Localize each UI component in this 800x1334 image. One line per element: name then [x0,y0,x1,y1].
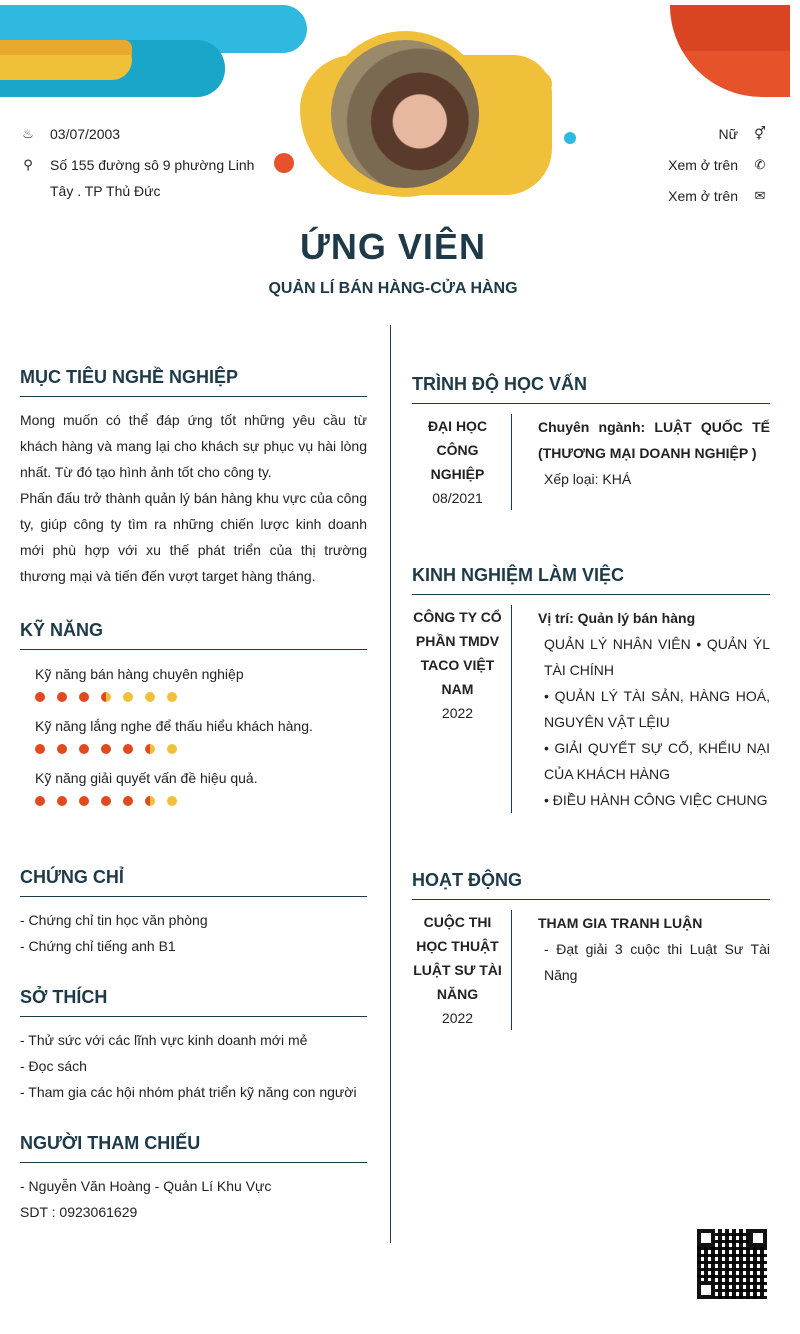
rating-dot [167,744,177,754]
objective-p1: Mong muốn có thể đáp ứng tốt những yêu cầu từ khách hàng và mang lại cho khách sự phục vụ hài lòng nhất. Từ đó tạo hình ảnh tốt cho công ty. [20,412,367,480]
activities-title: HOẠT ĐỘNG [412,870,770,900]
location-pin-icon: ⚲ [23,157,33,172]
rating-dot [123,744,133,754]
education-date: 08/2021 [432,490,483,506]
experience-entry [412,605,770,813]
activity-role: THAM GIA TRANH LUẬN [538,915,703,931]
duty-item: • GIẢI QUYẾT SỰ CỐ, KHẾIU NẠI CỦA KHÁCH HÀNG [544,740,770,782]
decor-red-dot [274,153,294,173]
qr-code[interactable] [697,1229,767,1299]
experience-section [412,565,770,813]
school-name: ĐẠI HỌC CÔNG NGHIỆP [427,418,488,482]
skills-title: KỸ NĂNG [20,620,367,650]
decor-blue-dot [564,132,576,144]
decor-orange-quarter [670,5,790,97]
duty-item: • QUẢN LÝ TÀI SẢN, HÀNG HOÁ, NGUYÊN VẬT LỆIU [544,688,770,730]
decor-yellow-stripe [0,40,132,55]
certificates-title: CHỨNG CHỈ [20,867,367,897]
rating-dot [57,796,67,806]
address-line-2: Tây . TP Thủ Đức [50,183,161,199]
objective-title: MỤC TIÊU NGHỀ NGHIỆP [20,367,367,397]
rating-dot [35,692,45,702]
gender-text: Nữ [718,126,738,142]
gender-icon: ⚥ [754,126,766,141]
address-text [50,152,254,204]
skill-label: Kỹ năng giải quyết vấn đề hiệu quả. [35,770,258,786]
duty-item: QUẢN LÝ NHÂN VIÊN • QUẢN ÝL TÀI CHÍNH [544,636,770,678]
reference-section [20,1133,367,1225]
activities-section [412,870,770,1030]
rating-dot [101,796,111,806]
activity-year: 2022 [441,1010,474,1026]
education-title: TRÌNH ĐỘ HỌC VẤN [412,374,770,404]
experience-when [412,605,512,813]
education-major: Chuyên ngành: LUẬT QUỐC TẾ (THƯƠNG MẠI DOANH NGHIỆP ) [538,419,770,461]
email-icon: ✉ [754,188,766,203]
experience-details [512,605,770,813]
skills-list [20,664,367,806]
rating-dot [57,744,67,754]
activity-detail: - Đạt giải 3 cuộc thi Luật Sư Tài Năng [544,941,770,983]
email-row [668,183,768,209]
hobbies-section [20,987,367,1105]
objective-section [20,367,367,589]
rating-dot [35,796,45,806]
certificate-item: - Chứng chỉ tin học văn phòng [20,912,208,928]
contact-right [668,121,768,209]
activity-event: CUỘC THI HỌC THUẬT LUẬT SƯ TÀI NĂNG [413,914,502,1002]
skill-rating [35,796,367,806]
education-when [412,414,512,510]
rating-dot [35,744,45,754]
skill-rating [35,692,367,702]
skill-rating [35,744,367,754]
reference-title: NGƯỜI THAM CHIẾU [20,1133,367,1163]
rating-dot [145,744,155,754]
candidate-role: QUẢN LÍ BÁN HÀNG-CỬA HÀNG [268,280,518,297]
phone-row [668,152,768,178]
hobby-item: - Đọc sách [20,1058,87,1074]
birthday-row [20,121,254,147]
activity-details [512,910,770,1030]
education-entry [412,414,770,510]
rating-dot [79,796,89,806]
objective-p2: Phấn đấu trở thành quản lý bán hàng khu vực của công ty, giúp công ty tìm ra những chiến lược kinh doanh mới phù hợp với xu thế phát triển của thị trường thương mại và tiến đến vượt target hàng tháng. [20,490,367,584]
activity-entry [412,910,770,1030]
reference-item: - Nguyễn Văn Hoàng - Quản Lí Khu Vực [20,1178,272,1194]
address-line-1: Số 155 đường sô 9 phường Linh [50,157,255,173]
rating-dot [79,692,89,702]
rating-dot [167,796,177,806]
avatar [331,40,479,188]
rating-dot [167,692,177,702]
rating-dot [145,796,155,806]
phone-icon: ✆ [754,157,766,172]
contact-left [20,121,254,204]
column-divider [390,325,391,1243]
certificates-section [20,867,367,959]
reference-item: SDT : 0923061629 [20,1204,138,1220]
email-text: Xem ở trên [668,188,738,204]
rating-dot [123,796,133,806]
skill-label: Kỹ năng lắng nghe để thấu hiểu khách hàng. [35,718,313,734]
phone-text: Xem ở trên [668,157,738,173]
birthday-cake-icon: ♨ [22,126,34,141]
rating-dot [57,692,67,702]
hobby-item: - Thử sức với các lĩnh vực kinh doanh mới mẻ [20,1032,308,1048]
decor-yellow-dot [526,71,552,97]
rating-dot [145,692,155,702]
rating-dot [123,692,133,702]
experience-year: 2022 [441,705,474,721]
hobby-item: - Tham gia các hội nhóm phát triển kỹ năng con người [20,1084,357,1100]
experience-title: KINH NGHIỆM LÀM VIỆC [412,565,770,595]
hobbies-title: SỞ THÍCH [20,987,367,1017]
activity-when [412,910,512,1030]
company-name: CÔNG TY CỔ PHẦN TMDV TACO VIỆT NAM [413,609,502,697]
birthday-text: 03/07/2003 [50,126,121,142]
rating-dot [101,692,111,702]
experience-position: Vị trí: Quản lý bán hàng [538,610,696,626]
skill-label: Kỹ năng bán hàng chuyên nghiệp [35,666,244,682]
education-details [512,414,770,510]
skills-section [20,620,367,820]
candidate-name: ỨNG VIÊN [300,226,486,267]
address-row [20,152,254,204]
duty-item: • ĐIỀU HÀNH CÔNG VIỆC CHUNG [544,792,768,808]
rating-dot [79,744,89,754]
certificate-item: - Chứng chỉ tiếng anh B1 [20,938,176,954]
education-section [412,374,770,510]
gender-row [668,121,768,147]
rating-dot [101,744,111,754]
education-grade: Xếp loại: KHÁ [544,471,632,487]
